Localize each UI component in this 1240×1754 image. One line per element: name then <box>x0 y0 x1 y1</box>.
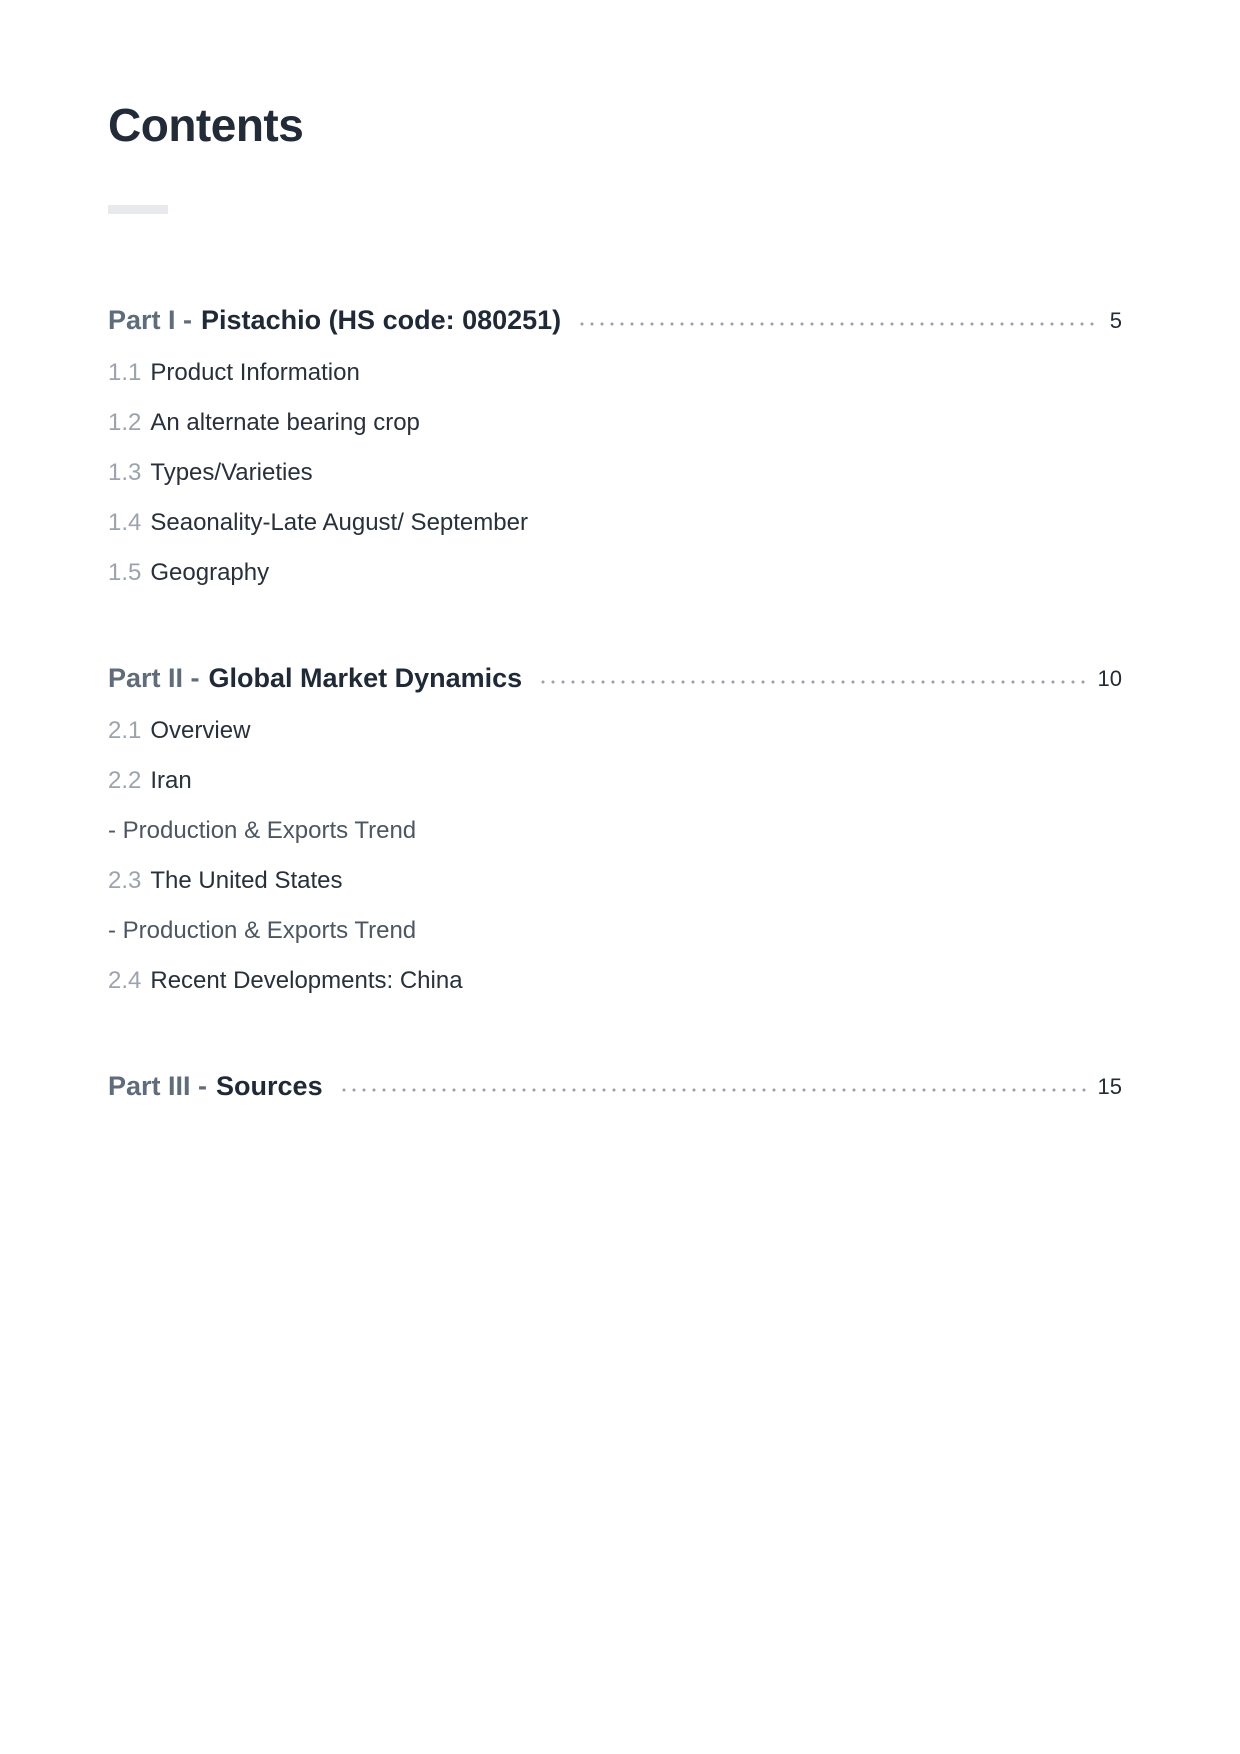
page-title: Contents <box>108 99 304 151</box>
part-label: Part I - <box>108 304 193 335</box>
toc-item-number: 1.3 <box>108 459 142 486</box>
toc-item-label: The United States <box>150 867 343 894</box>
dotted-leader <box>538 680 1085 684</box>
toc-heading-part-1[interactable] <box>108 302 1122 338</box>
toc-item-number: 2.4 <box>108 967 142 994</box>
toc-item-label: Types/Varieties <box>150 459 313 486</box>
toc-item[interactable] <box>108 358 1122 388</box>
toc-item-label: Recent Developments: China <box>150 967 463 994</box>
toc-item-number: 1.4 <box>108 509 142 536</box>
toc-item-label: An alternate bearing crop <box>150 409 420 436</box>
toc-heading-part-3[interactable] <box>108 1068 1122 1104</box>
page-number: 10 <box>1097 666 1122 691</box>
toc-item-number: 1.5 <box>108 559 142 586</box>
title-divider <box>108 205 168 214</box>
toc-section-part-1 <box>108 302 1122 588</box>
part-label: Part II - <box>108 662 200 693</box>
page-number: 5 <box>1109 308 1122 333</box>
part-title: Sources <box>216 1070 323 1101</box>
toc-heading-part-2[interactable] <box>108 660 1122 696</box>
dotted-leader <box>577 322 1098 326</box>
toc-item-label: - Production & Exports Trend <box>108 817 417 844</box>
toc-item-label: - Production & Exports Trend <box>108 917 417 944</box>
toc-item-label: Product Information <box>150 359 360 386</box>
toc-item[interactable] <box>108 558 1122 588</box>
page-number: 15 <box>1097 1074 1122 1099</box>
toc-item-label: Overview <box>150 717 251 744</box>
toc-item[interactable] <box>108 408 1122 438</box>
toc-item[interactable] <box>108 766 1122 796</box>
part-title: Global Market Dynamics <box>208 662 523 693</box>
toc-item-label: Geography <box>150 559 270 586</box>
toc-item[interactable] <box>108 966 1122 996</box>
toc-item[interactable] <box>108 716 1122 746</box>
table-of-contents <box>108 302 1122 1104</box>
toc-subitem[interactable] <box>108 916 1122 946</box>
toc-item[interactable] <box>108 866 1122 896</box>
toc-item-number: 2.1 <box>108 717 142 744</box>
toc-item-number: 1.2 <box>108 409 142 436</box>
toc-item-number: 2.2 <box>108 767 142 794</box>
toc-subitem[interactable] <box>108 816 1122 846</box>
toc-item[interactable] <box>108 508 1122 538</box>
toc-item-number: 1.1 <box>108 359 142 386</box>
toc-section-part-2 <box>108 660 1122 996</box>
toc-section-part-3 <box>108 1068 1122 1104</box>
part-label: Part III - <box>108 1070 208 1101</box>
toc-item-label: Seaonality-Late August/ September <box>150 509 528 536</box>
toc-item[interactable] <box>108 458 1122 488</box>
part-title: Pistachio (HS code: 080251) <box>201 304 562 335</box>
toc-item-number: 2.3 <box>108 867 142 894</box>
dotted-leader <box>339 1088 1086 1092</box>
toc-item-label: Iran <box>150 767 192 794</box>
